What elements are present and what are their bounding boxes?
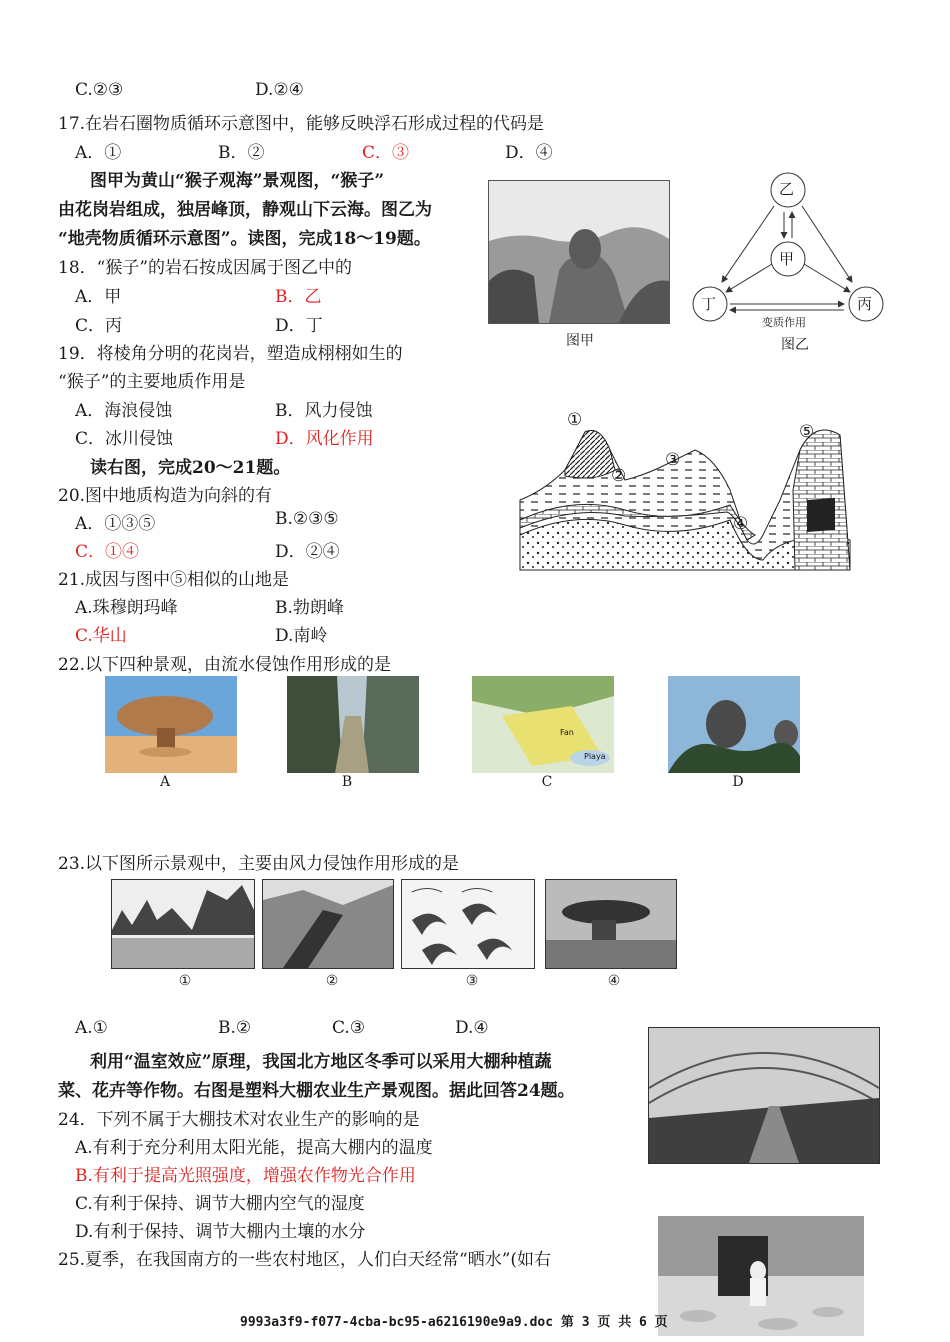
q17-option-a: A．①: [75, 143, 122, 163]
q18-option-a: A．甲: [75, 287, 122, 307]
q22-caption-c: C: [541, 774, 553, 790]
page-footer: 9993a3f9-f077-4cba-bc95-a6216190e9a9.doc 第 3 页 共 6 页: [240, 1315, 668, 1330]
q24-option-c: C.有利于保持、调节大棚内空气的湿度: [75, 1194, 365, 1214]
q18-option-c: C．丙: [75, 316, 123, 336]
fold-label-3: ③: [665, 450, 681, 470]
q18-option-d: D．丁: [275, 316, 323, 336]
q23-image-3-dunes: [401, 879, 535, 969]
greenhouse-photo: [648, 1027, 880, 1164]
q23-caption-3: ③: [465, 973, 479, 989]
q22-image-a-mushroom-rock: [105, 676, 237, 773]
q23-option-d: D.④: [455, 1018, 489, 1038]
q21-option-c-answer: C.华山: [75, 626, 127, 646]
q25-stem: 25.夏季，在我国南方的一些农村地区，人们白天经常“晒水”(如右: [58, 1250, 552, 1270]
crust-cycle-diagram: [690, 170, 890, 360]
fold-label-1: ①: [567, 410, 583, 430]
node-jia: 甲: [779, 250, 795, 268]
q22-image-d-granite-boulder: [668, 676, 800, 773]
q22-caption-d: D: [732, 774, 744, 790]
q20-option-c-answer: C．①④: [75, 542, 140, 562]
q24-stem: 24．下列不属于大棚技术对农业生产的影响的是: [58, 1110, 420, 1130]
q24-option-b-answer: B.有利于提高光照强度，增强农作物光合作用: [75, 1166, 416, 1186]
q23-stem: 23.以下图所示景观中，主要由风力侵蚀作用形成的是: [58, 854, 460, 874]
q23-image-2-glacier: [262, 879, 394, 969]
fold-label-2: ②: [611, 466, 627, 486]
q23-caption-4: ④: [607, 973, 621, 989]
q21-stem: 21.成因与图中⑤相似的山地是: [58, 570, 290, 590]
q19-option-b: B．风力侵蚀: [275, 401, 373, 421]
q23-image-1-karst: [111, 879, 255, 969]
playa-label: Playa: [584, 752, 606, 761]
q17-option-b: B．②: [218, 143, 265, 163]
q20-option-d: D．②④: [275, 542, 340, 562]
node-bing: 丙: [857, 295, 873, 313]
q22-stem: 22.以下四种景观，由流水侵蚀作用形成的是: [58, 655, 392, 675]
q18-option-b-answer: B．乙: [275, 287, 322, 307]
q23-option-c: C.③: [332, 1018, 366, 1038]
fold-label-5: ⑤: [799, 422, 815, 442]
fold-label-4: ④: [733, 514, 749, 534]
q18-stem: 18．“猴子”的岩石按成因属于图乙中的: [58, 258, 353, 278]
q20-option-a: A．①③⑤: [75, 514, 156, 534]
q23-caption-1: ①: [178, 973, 192, 989]
q23-option-a: A.①: [75, 1018, 108, 1038]
intro18-line1: 图甲为黄山“猴子观海”景观图，“猴子”: [90, 171, 385, 191]
intro18-line3: “地壳物质循环示意图”。读图，完成18～19题。: [58, 229, 431, 249]
q19-stem-line2: “猴子”的主要地质作用是: [58, 372, 246, 392]
q16-option-c: C.②③: [75, 80, 124, 100]
node-yi: 乙: [779, 180, 795, 198]
q21-option-d: D.南岭: [275, 626, 328, 646]
metamorphism-label: 变质作用: [762, 316, 806, 329]
q17-option-c-answer: C．③: [362, 143, 410, 163]
q23-caption-2: ②: [325, 973, 339, 989]
q22-image-c-alluvial-fan: [472, 676, 614, 773]
q19-option-c: C．冰川侵蚀: [75, 429, 174, 449]
q21-option-b: B.勃朗峰: [275, 598, 344, 618]
q17-stem: 17.在岩石圈物质循环示意图中，能够反映浮石形成过程的代码是: [58, 114, 545, 134]
q19-option-d-answer: D．风化作用: [275, 429, 374, 449]
intro20: 读右图，完成20～21题。: [90, 458, 291, 478]
fold-structure-diagram: [515, 410, 855, 578]
q20-stem: 20.图中地质构造为向斜的有: [58, 486, 273, 506]
fig-yi-caption: 图乙: [781, 337, 809, 353]
fig-jia-caption: 图甲: [566, 333, 594, 349]
q24-option-a: A.有利于充分利用太阳光能，提高大棚内的温度: [75, 1138, 433, 1158]
sun-water-photo: [658, 1216, 864, 1336]
intro24-line2: 菜、花卉等作物。右图是塑料大棚农业生产景观图。据此回答24题。: [58, 1081, 575, 1101]
q23-image-4-mushroom-rock: [545, 879, 677, 969]
q21-option-a: A.珠穆朗玛峰: [75, 598, 178, 618]
intro24-line1: 利用“温室效应”原理，我国北方地区冬季可以采用大棚种植蔬: [90, 1052, 552, 1072]
q24-option-d: D.有利于保持、调节大棚内土壤的水分: [75, 1222, 366, 1242]
monkey-rock-photo: [488, 180, 670, 324]
q19-option-a: A．海浪侵蚀: [75, 401, 173, 421]
q22-image-b-gorge: [287, 676, 419, 773]
node-ding: 丁: [701, 295, 717, 313]
q17-option-d: D．④: [505, 143, 553, 163]
q19-stem-line1: 19．将棱角分明的花岗岩，塑造成栩栩如生的: [58, 344, 403, 364]
q22-caption-a: A: [159, 774, 171, 790]
q16-option-d: D.②④: [255, 80, 304, 100]
q20-option-b: B.②③⑤: [275, 509, 339, 529]
q22-caption-b: B: [341, 774, 353, 790]
fan-label: Fan: [560, 728, 574, 737]
q23-option-b: B.②: [218, 1018, 252, 1038]
intro18-line2: 由花岗岩组成，独居峰顶，静观山下云海。图乙为: [58, 200, 432, 220]
